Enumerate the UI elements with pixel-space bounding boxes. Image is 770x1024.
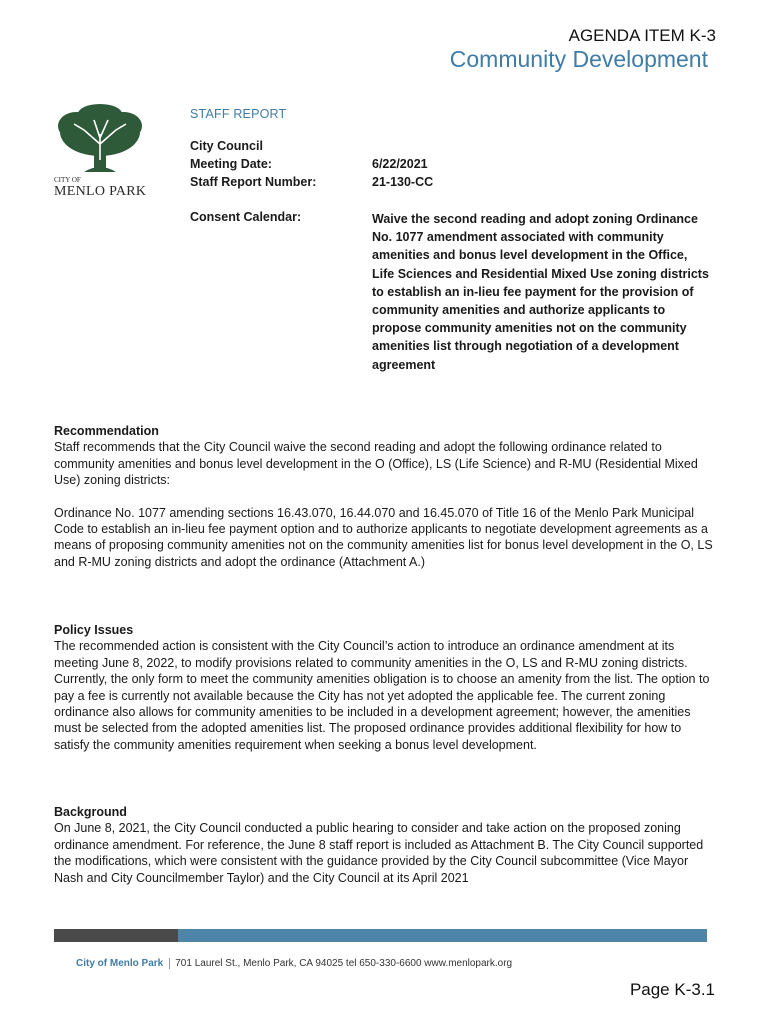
footer-bar-blue (178, 929, 707, 942)
consent-calendar-description: Waive the second reading and adopt zoning Ordinance No. 1077 amendment associated with community amenities and bonus level development in the Office, Life Sciences and Residential Mixed Use zoning districts to establish an in-lieu fee payment for the provision of community amenities and authorize applicants to propose community amenities not on the community amenities list through negotiation of a development agreement (372, 212, 709, 372)
city-logo (54, 104, 146, 200)
footer-address: 701 Laurel St., Menlo Park, CA 94025 tel 650-330-6600 www.menlopark.org (175, 958, 513, 970)
recommendation-section (54, 423, 714, 570)
page-number: Page K-3.1 (629, 980, 715, 999)
logo-city-name: MENLO PARK (54, 184, 147, 199)
background-heading: Background (54, 805, 127, 819)
background-section (54, 804, 714, 886)
report-number-label: Staff Report Number: (190, 175, 317, 189)
footer-brand: City of Menlo Park (76, 958, 164, 970)
agenda-item-label: AGENDA ITEM K-3 (568, 26, 716, 45)
department-title: Community Development (449, 46, 708, 72)
meeting-date-label: Meeting Date: (190, 157, 272, 171)
recommendation-heading: Recommendation (54, 424, 159, 438)
logo-city-of: CITY OF (54, 176, 81, 184)
policy-paragraph-1: The recommended action is consistent with the City Council’s action to introduce an ordinance amendment at its meeting June 8, 2022, to modify provisions related to community amenities in the O, LS and R-MU zoning districts. Currently, the only form to meet the community amenities obligation is to choose an amenity from the list. The option to pay a fee is currently not available because the City has not yet adopted the applicable fee. The current zoning ordinance also allows for community amenities to be included in a development agreement; however, the amenities must be selected from the adopted amenities list. The proposed ordinance provides additional flexibility for how to satisfy the community amenities requirement when seeking a bonus level development. (54, 639, 710, 752)
council-label: City Council (190, 139, 263, 153)
footer-divider (54, 929, 707, 942)
policy-section (54, 622, 714, 753)
staff-report-label: STAFF REPORT (190, 107, 287, 121)
footer-bar-dark (54, 929, 178, 942)
footer (76, 958, 512, 969)
background-paragraph-1: On June 8, 2021, the City Council conducted a public hearing to consider and take action on the proposed zoning ordinance amendment. For reference, the June 8 staff report is included as Attachment B. The City Council supported the modifications, which were consistent with the guidance provided by the City Council subcommittee (Vice Mayor Nash and City Councilmember Taylor) and the City Council at its April 2021 (54, 821, 704, 885)
oak-tree-icon (54, 104, 146, 176)
meeting-date-value: 6/22/2021 (372, 157, 428, 171)
policy-heading: Policy Issues (54, 623, 134, 637)
report-number-value: 21-130-CC (372, 175, 434, 189)
consent-calendar-label: Consent Calendar: (190, 210, 302, 224)
footer-separator (169, 958, 170, 969)
recommendation-paragraph-1: Staff recommends that the City Council waive the second reading and adopt the following ordinance related to community amenities and bonus level development in the O (Office), LS (Life Science) and R-MU (Residential Mixed Use) zoning districts: (54, 440, 698, 488)
recommendation-paragraph-2: Ordinance No. 1077 amending sections 16.43.070, 16.44.070 and 16.45.070 of Title 16 of the Menlo Park Municipal Code to establish an in-lieu fee payment option and to authorize applicants to negotiate development agreements as a means of proposing community amenities not on the community amenities list for bonus level development in the O, LS and R-MU zoning districts and adopt the ordinance (Attachment A.) (54, 505, 713, 569)
